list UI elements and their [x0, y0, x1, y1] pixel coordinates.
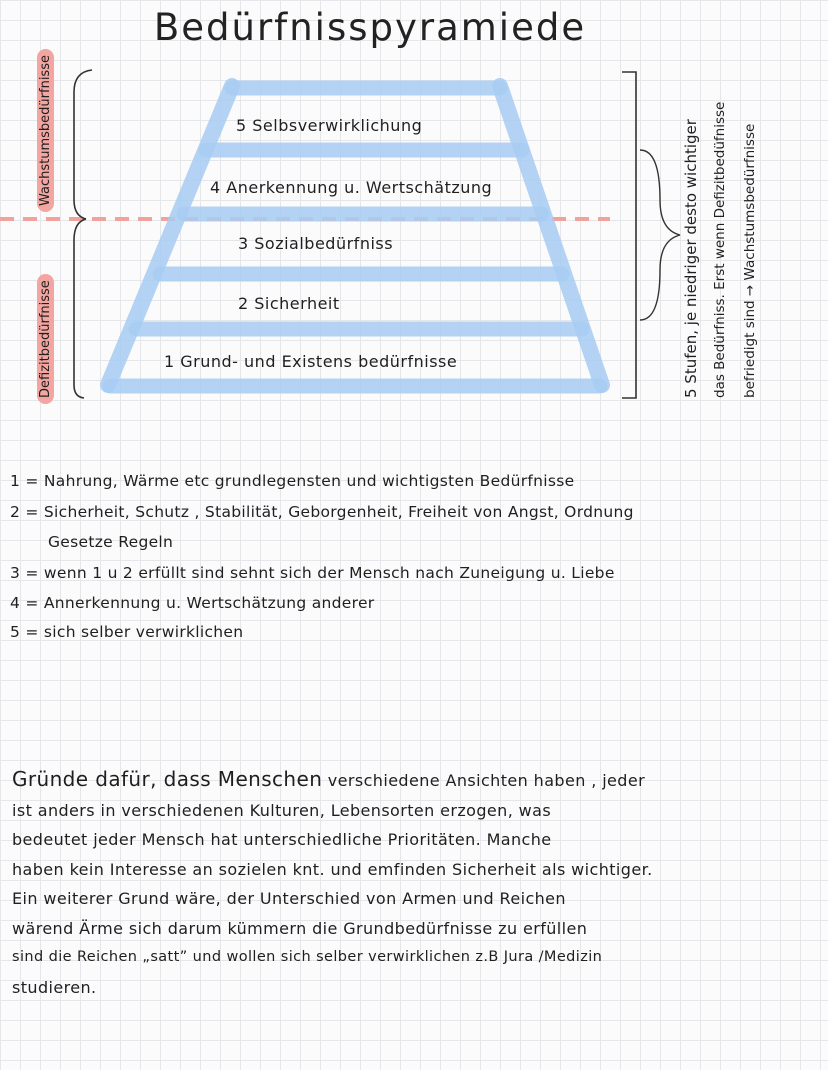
- left-label-bottom: [38, 274, 53, 404]
- pyramid-level-5: 5 Selbsverwirklichung: [236, 116, 423, 135]
- right-note-2: das Bedürfniss. Erst wenn Defizitbedüfnisse: [712, 101, 728, 398]
- pyramid-left-leg: [108, 86, 232, 385]
- right-brace: [640, 150, 680, 320]
- deficit-needs-label: Defizitbedürfnisse: [37, 274, 54, 404]
- paragraph-line: ist anders in verschiedenen Kulturen, Lebensorten erzogen, was: [12, 800, 552, 820]
- paragraph-line-1-rest: verschiedene Ansichten haben , jeder: [322, 771, 646, 790]
- list-item-4: 4 = Annerkennung u. Wertschätzung anderer: [10, 594, 375, 612]
- pyramid-level-1: 1 Grund- und Existens bedürfnisse: [164, 352, 458, 371]
- paragraph-first-words: Gründe dafür, dass Menschen: [12, 767, 323, 791]
- left-bracket-bottom: [74, 219, 86, 398]
- pyramid-level-2: 2 Sicherheit: [238, 294, 340, 313]
- list-item-1: 1 = Nahrung, Wärme etc grundlegensten und wichtigsten Bedürfnisse: [10, 472, 575, 490]
- left-bracket-top: [74, 70, 92, 219]
- paragraph-line: studieren.: [12, 977, 97, 997]
- paragraph-line: sind die Reichen „satt” und wollen sich selber verwirklichen z.B Jura /Medizin: [12, 949, 603, 965]
- list-item-2: 2 = Sicherheit, Schutz , Stabilität, Geborgenheit, Freiheit von Angst, Ordnung: [10, 503, 634, 521]
- paragraph-line: bedeutet jeder Mensch hat unterschiedliche Prioritäten. Manche: [12, 830, 552, 849]
- list-item-3: 3 = wenn 1 u 2 erfüllt sind sehnt sich der Mensch nach Zuneigung u. Liebe: [10, 564, 615, 582]
- right-note-1: 5 Stufen, je niedriger desto wichtiger: [682, 119, 700, 398]
- reasons-paragraph: [12, 765, 822, 1002]
- list-item-2-cont: Gesetze Regeln: [48, 533, 174, 551]
- right-bracket: [622, 72, 636, 398]
- growth-needs-label: Wachstumsbedürfnisse: [37, 49, 54, 212]
- paragraph-line: Ein weiterer Grund wäre, der Unterschied von Armen und Reichen: [12, 889, 566, 908]
- paragraph-line: wärend Ärme sich darum kümmern die Grundbedürfnisse zu erfüllen: [12, 918, 588, 938]
- pyramid-level-4: 4 Anerkennung u. Wertschätzung: [210, 178, 493, 197]
- pyramid-level-3: 3 Sozialbedürfniss: [238, 234, 394, 253]
- page-title: Bedürfnisspyramiede: [153, 6, 587, 49]
- right-note-3: befriedigt sind → Wachstumsbedürfnisse: [742, 123, 758, 398]
- list-item-5: 5 = sich selber verwirklichen: [10, 623, 244, 641]
- paragraph-line: haben kein Interesse an sozielen knt. und emfinden Sicherheit als wichtiger.: [12, 859, 653, 879]
- pyramid-right-leg: [500, 86, 602, 385]
- paragraph-line: [12, 765, 822, 796]
- left-label-top: [38, 49, 53, 212]
